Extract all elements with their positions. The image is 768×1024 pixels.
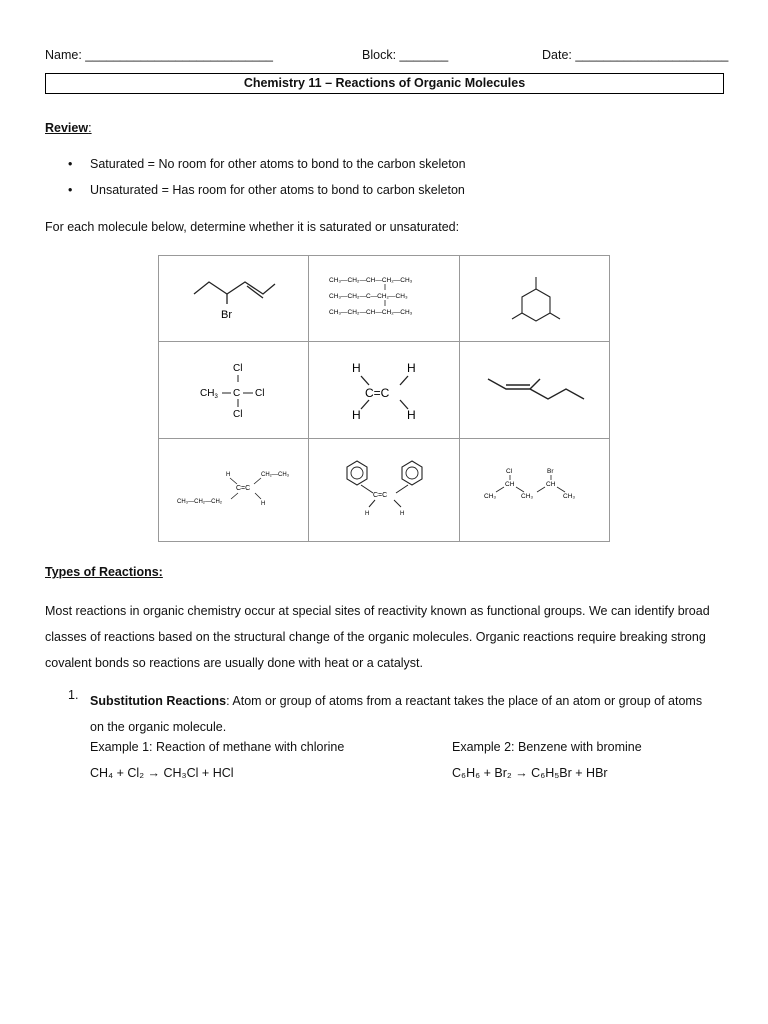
molecule-cell-5 — [309, 342, 460, 439]
h-label: H — [352, 361, 361, 375]
h-label: H — [407, 361, 416, 375]
reaction-type-name: Substitution Reactions — [90, 694, 227, 708]
stilbene-structure — [309, 439, 460, 541]
bullet-icon: • — [68, 183, 73, 197]
ch-label: CH — [546, 481, 556, 488]
carbon-double-bond-label: C=C — [236, 485, 251, 492]
ch3-label: $CH_3$ — [200, 388, 218, 400]
ethene-structure — [309, 342, 460, 439]
cl-top-label: Cl — [233, 363, 243, 374]
example-1-equation: CH₄ + Cl₂ → CH₃Cl + HCl — [90, 766, 234, 780]
dihalo-alkane-structure — [460, 439, 609, 541]
molecule-cell-9 — [460, 439, 609, 541]
carbon-label: C — [233, 388, 241, 399]
ethyl-label: CH₂—CH₃ — [261, 472, 290, 478]
example-2-equation: C₆H₆ + Br₂ → C₆H₅Br + HBr — [452, 766, 608, 780]
condensed-alkene-structure — [159, 439, 309, 541]
molecule-cell-8 — [309, 439, 460, 541]
condensed-line-2: CH₃—CH₂—C—CH₂—CH₃ — [329, 293, 408, 300]
carbon-double-bond-label: C=C — [373, 492, 388, 499]
date-field-label: Date: ______________________ — [542, 48, 729, 62]
cl-bottom-label: Cl — [233, 409, 243, 420]
h-small-label: H — [226, 472, 231, 478]
worksheet-title: Chemistry 11 – Reactions of Organic Molecules — [45, 73, 724, 94]
molecule-cell-7 — [159, 439, 309, 541]
alkene-skeletal-structure — [460, 342, 609, 439]
h-small-label: H — [261, 501, 266, 507]
h-small-label: H — [400, 511, 405, 517]
paragraph-line: covalent bonds so reactions are usually done with heat or a catalyst. — [45, 656, 423, 670]
paragraph-line: Most reactions in organic chemistry occur at special sites of reactivity known as functional groups. We can identify broad — [45, 604, 710, 618]
reaction-description-cont: on the organic molecule. — [90, 720, 227, 734]
block-field-label: Block: _______ — [362, 48, 449, 62]
ch3-label: CH₃ — [521, 493, 534, 500]
example-1-title: Example 1: Reaction of methane with chlorine — [90, 740, 345, 754]
br-label: Br — [547, 468, 554, 475]
bullet-saturated: Saturated = No room for other atoms to bond to the carbon skeleton — [90, 157, 466, 171]
molecule-grid — [158, 255, 610, 542]
item-number: 1. — [68, 688, 79, 702]
br-label: Br — [221, 309, 232, 321]
condensed-structure — [309, 256, 460, 342]
bromo-alkene-structure — [159, 256, 309, 342]
h-label: H — [407, 408, 416, 422]
name-field-label: Name: ___________________________ — [45, 48, 273, 62]
ch3-label: CH₃ — [484, 493, 497, 500]
molecule-cell-1 — [159, 256, 309, 342]
types-paragraph — [45, 598, 725, 676]
bullet-unsaturated: Unsaturated = Has room for other atoms to bond to carbon skeleton — [90, 183, 465, 197]
molecule-cell-3 — [460, 256, 609, 342]
bullet-icon: • — [68, 157, 73, 171]
reaction-description: : Atom or group of atoms from a reactant takes the place of an atom or group of atoms — [226, 694, 703, 708]
instruction-text: For each molecule below, determine whether it is saturated or unsaturated: — [45, 220, 460, 234]
cl-label: Cl — [506, 468, 513, 475]
h-small-label: H — [365, 511, 370, 517]
molecule-cell-2 — [309, 256, 460, 342]
h-label: H — [352, 408, 361, 422]
carbon-double-bond-label: C=C — [365, 386, 390, 400]
paragraph-line: classes of reactions based on the structural change of the organic molecules. Organic reactions require breaking strong — [45, 630, 706, 644]
types-heading: Types of Reactions: — [45, 565, 163, 579]
trimethylcyclohexane-structure — [460, 256, 609, 342]
example-2-title: Example 2: Benzene with bromine — [452, 740, 642, 754]
ch3-label: CH₃ — [563, 493, 576, 500]
propyl-label: CH₃—CH₂—CH₂ — [177, 499, 223, 505]
condensed-line-3: CH₃—CH₂—CH—CH₂—CH₃ — [329, 309, 413, 316]
cl-right-label: Cl — [255, 388, 265, 399]
condensed-line-1: CH₃—CH₂—CH—CH₂—CH₃ — [329, 277, 413, 284]
molecule-cell-4 — [159, 342, 309, 439]
trichloroethane-structure — [159, 342, 309, 439]
substitution-reactions-item — [90, 688, 730, 740]
review-heading: Review: — [45, 121, 92, 135]
molecule-cell-6 — [460, 342, 609, 439]
ch-label: CH — [505, 481, 515, 488]
